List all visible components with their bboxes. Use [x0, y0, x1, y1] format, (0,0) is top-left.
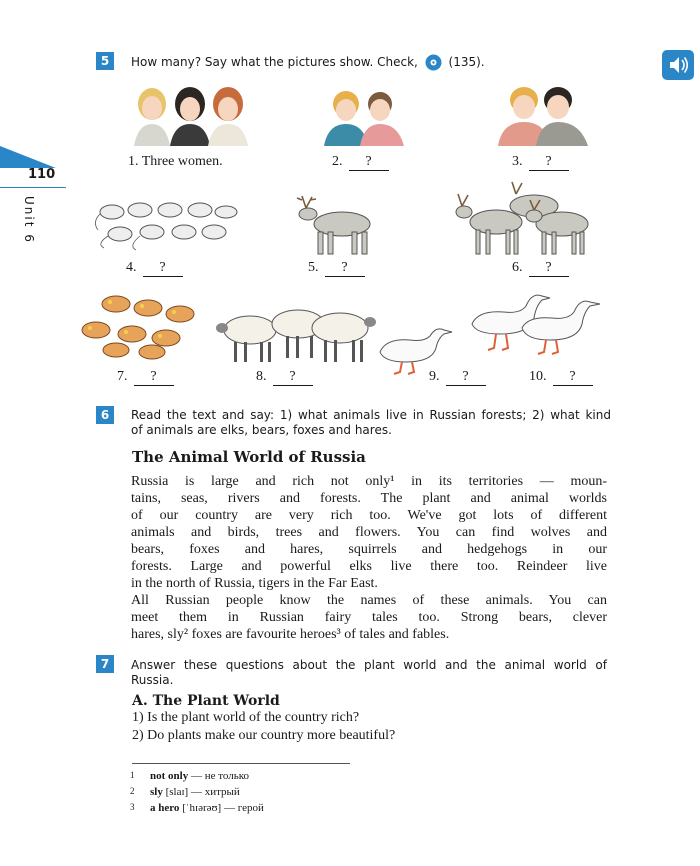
plant-world-heading: A. The Plant World — [132, 693, 280, 709]
page-number: 110 — [28, 167, 56, 182]
two-children-picture — [316, 86, 412, 146]
fish-picture — [76, 290, 202, 360]
geese-picture — [470, 286, 606, 358]
exercise-5-instruction: How many? Say what the pictures show. Check, (135). — [131, 55, 485, 69]
reading-paragraph-2: All Russian people know the names of these animals. You can meet them in Russian fairy tales too. Strong bears, clever hares, sly² foxes are favourite heroes³ of tales and fables. — [131, 593, 607, 642]
sheep-picture — [214, 300, 380, 364]
item-8-label: 8. ? — [256, 369, 313, 386]
reindeer-picture — [296, 194, 378, 258]
item-4-label: 4. ? — [126, 260, 183, 277]
item-2-answer-blank[interactable]: ? — [349, 154, 389, 171]
footnote-1: 1 not only — не только — [130, 770, 250, 782]
exercise-6-badge: 6 — [96, 406, 114, 424]
item-8-answer-blank[interactable]: ? — [273, 369, 313, 386]
mice-picture — [90, 196, 240, 254]
question-1: 1) Is the plant world of the country rich? — [132, 710, 360, 725]
item-9-answer-blank[interactable]: ? — [446, 369, 486, 386]
item-10-answer-blank[interactable]: ? — [553, 369, 593, 386]
exercise-7-instruction: Answer these questions about the plant world and the animal world of Russia. — [131, 658, 607, 687]
item-1-label: 1. Three women. — [128, 154, 223, 169]
exercise-5-badge: 5 — [96, 52, 114, 70]
item-4-answer-blank[interactable]: ? — [143, 260, 183, 277]
item-6-label: 6. ? — [512, 260, 569, 277]
reading-title: The Animal World of Russia — [132, 448, 366, 466]
speaker-icon[interactable] — [662, 50, 694, 80]
item-5-answer-blank[interactable]: ? — [325, 260, 365, 277]
question-2: 2) Do plants make our country more beautiful? — [132, 728, 396, 743]
two-men-picture — [488, 82, 596, 146]
item-7-answer-blank[interactable]: ? — [134, 369, 174, 386]
unit-label: Unit 6 — [22, 196, 36, 244]
cd-disc-icon[interactable] — [425, 54, 442, 71]
item-7-label: 7. ? — [117, 369, 174, 386]
item-6-answer-blank[interactable]: ? — [529, 260, 569, 277]
reading-paragraph-1: Russia is large and rich not only¹ in its territories — moun- tains, seas, rivers and forests. The plant and animal worlds of our country are very rich too. We've got lots of different animals and birds, trees and flowers. You can find wolves and bears, foxes and hares, squirrels and hedgehogs in our forests. Large and powerful elks live there too. Reindeer live in the north of Russia, tigers in the Far East. — [131, 474, 607, 591]
exercise-7-badge: 7 — [96, 655, 114, 673]
exercise-6-instruction: Read the text and say: 1) what animals live in Russian forests; 2) what kind of animals are elks, bears, foxes and hares. — [131, 408, 611, 437]
item-2-label: 2. ? — [332, 154, 389, 171]
item-3-answer-blank[interactable]: ? — [529, 154, 569, 171]
footnote-2: 2 sly [slaɪ] — хитрый — [130, 786, 240, 798]
footnote-divider — [132, 763, 350, 764]
reindeer-herd-picture — [450, 180, 598, 258]
item-10-label: 10. ? — [529, 369, 593, 386]
footnote-3: 3 a hero [ˈhɪərəʊ] — герой — [130, 802, 264, 814]
item-3-label: 3. ? — [512, 154, 569, 171]
item-9-label: 9. ? — [429, 369, 486, 386]
three-women-picture — [130, 82, 250, 146]
item-5-label: 5. ? — [308, 260, 365, 277]
